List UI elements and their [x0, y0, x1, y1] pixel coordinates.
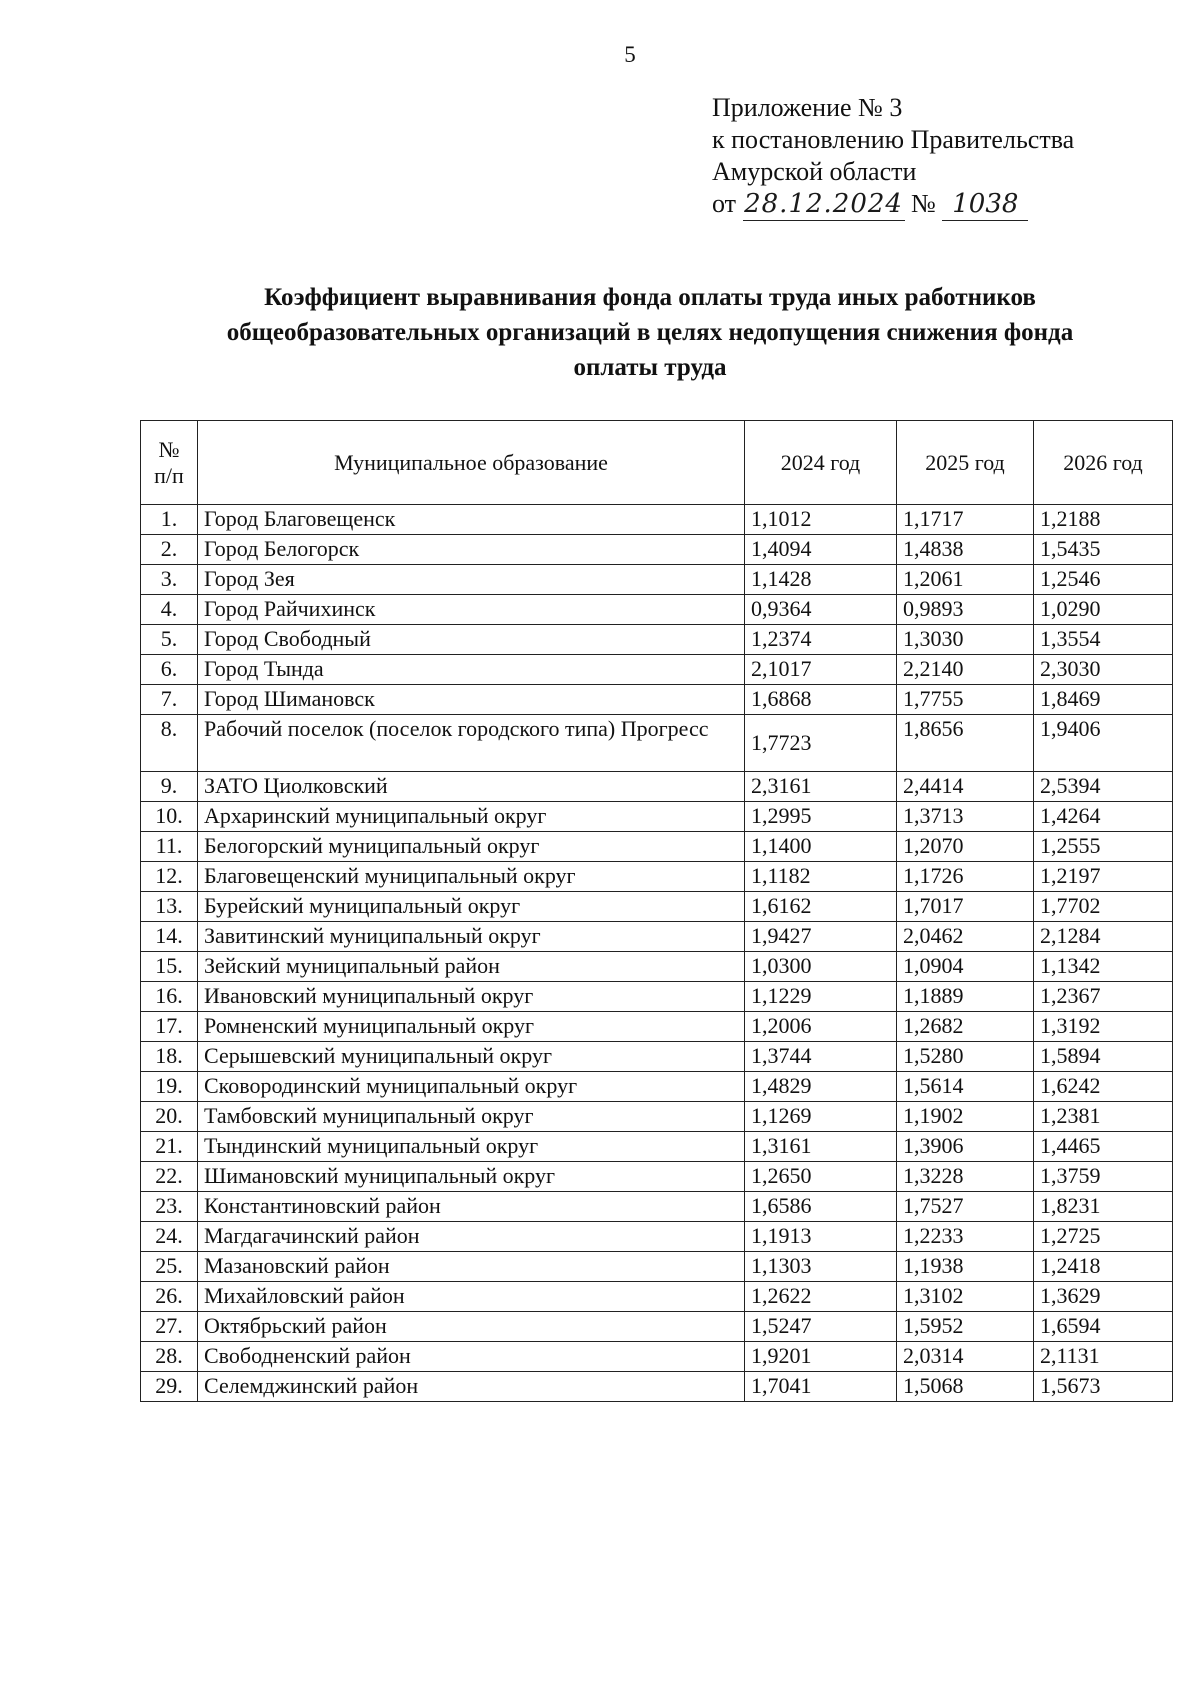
municipality-cell: Город Благовещенск	[198, 505, 745, 535]
row-number-cell: 1.	[141, 505, 198, 535]
value-2026-cell: 1,2418	[1034, 1252, 1173, 1282]
title-line-1: Коэффициент выравнивания фонда оплаты труда иных работников	[264, 284, 1036, 311]
header-2024: 2024 год	[745, 421, 897, 505]
row-number-cell: 20.	[141, 1102, 198, 1132]
value-2025-cell: 1,1717	[897, 505, 1034, 535]
value-2025-cell: 1,8656	[897, 715, 1034, 772]
table-row	[141, 685, 1173, 715]
header-num	[141, 421, 198, 505]
value-2024-cell: 1,6586	[745, 1192, 897, 1222]
row-number-cell: 16.	[141, 982, 198, 1012]
from-label: от	[712, 189, 737, 218]
document-title	[130, 280, 1170, 385]
value-2026-cell: 1,4465	[1034, 1132, 1173, 1162]
value-2026-cell: 1,3192	[1034, 1012, 1173, 1042]
table-row	[141, 1162, 1173, 1192]
table-row	[141, 952, 1173, 982]
value-2024-cell: 1,1400	[745, 832, 897, 862]
value-2026-cell: 1,3629	[1034, 1282, 1173, 1312]
value-2026-cell: 1,2367	[1034, 982, 1173, 1012]
table-row	[141, 772, 1173, 802]
handwritten-date: 28.12.2024	[744, 189, 903, 219]
table-row	[141, 1222, 1173, 1252]
value-2024-cell: 1,4829	[745, 1072, 897, 1102]
value-2024-cell: 1,2622	[745, 1282, 897, 1312]
row-number-cell: 10.	[141, 802, 198, 832]
row-number-cell: 24.	[141, 1222, 198, 1252]
value-2025-cell: 1,5068	[897, 1372, 1034, 1402]
value-2024-cell: 1,1303	[745, 1252, 897, 1282]
value-2026-cell: 2,1284	[1034, 922, 1173, 952]
value-2026-cell: 1,5435	[1034, 535, 1173, 565]
value-2025-cell: 1,7017	[897, 892, 1034, 922]
table-row	[141, 1342, 1173, 1372]
municipality-cell: Серышевский муниципальный округ	[198, 1042, 745, 1072]
value-2026-cell: 2,1131	[1034, 1342, 1173, 1372]
value-2025-cell: 1,3713	[897, 802, 1034, 832]
appendix-header	[712, 92, 1074, 221]
municipality-cell: ЗАТО Циолковский	[198, 772, 745, 802]
row-number-cell: 9.	[141, 772, 198, 802]
table-row	[141, 1282, 1173, 1312]
value-2024-cell: 1,1428	[745, 565, 897, 595]
municipality-cell: Архаринский муниципальный округ	[198, 802, 745, 832]
municipality-cell: Свободненский район	[198, 1342, 745, 1372]
row-number-cell: 13.	[141, 892, 198, 922]
value-2026-cell: 2,5394	[1034, 772, 1173, 802]
value-2025-cell: 1,3030	[897, 625, 1034, 655]
row-number-cell: 8.	[141, 715, 198, 772]
row-number-cell: 21.	[141, 1132, 198, 1162]
value-2026-cell: 2,3030	[1034, 655, 1173, 685]
row-number-cell: 18.	[141, 1042, 198, 1072]
table-row	[141, 922, 1173, 952]
value-2024-cell: 1,4094	[745, 535, 897, 565]
page-number: 5	[624, 42, 636, 67]
value-2024-cell: 1,0300	[745, 952, 897, 982]
municipality-cell: Михайловский район	[198, 1282, 745, 1312]
value-2025-cell: 1,2233	[897, 1222, 1034, 1252]
value-2026-cell: 1,2725	[1034, 1222, 1173, 1252]
value-2024-cell: 2,1017	[745, 655, 897, 685]
municipality-cell: Благовещенский муниципальный округ	[198, 862, 745, 892]
row-number-cell: 17.	[141, 1012, 198, 1042]
value-2025-cell: 1,3102	[897, 1282, 1034, 1312]
value-2025-cell: 1,3228	[897, 1162, 1034, 1192]
value-2024-cell: 1,3744	[745, 1042, 897, 1072]
table-body	[141, 505, 1173, 1402]
value-2026-cell: 1,2197	[1034, 862, 1173, 892]
municipality-cell: Город Зея	[198, 565, 745, 595]
value-2025-cell: 2,0462	[897, 922, 1034, 952]
value-2025-cell: 1,5614	[897, 1072, 1034, 1102]
table-row	[141, 595, 1173, 625]
value-2025-cell: 1,1902	[897, 1102, 1034, 1132]
table-row	[141, 1132, 1173, 1162]
table-row	[141, 1252, 1173, 1282]
municipality-cell: Зейский муниципальный район	[198, 952, 745, 982]
value-2026-cell: 1,3759	[1034, 1162, 1173, 1192]
row-number-cell: 26.	[141, 1282, 198, 1312]
value-2024-cell: 1,1012	[745, 505, 897, 535]
value-2025-cell: 1,2682	[897, 1012, 1034, 1042]
header-2026: 2026 год	[1034, 421, 1173, 505]
value-2024-cell: 1,1269	[745, 1102, 897, 1132]
table-row	[141, 1312, 1173, 1342]
value-2024-cell: 1,2995	[745, 802, 897, 832]
row-number-cell: 4.	[141, 595, 198, 625]
municipality-cell: Шимановский муниципальный округ	[198, 1162, 745, 1192]
value-2026-cell: 1,8469	[1034, 685, 1173, 715]
value-2026-cell: 1,2546	[1034, 565, 1173, 595]
value-2025-cell: 2,4414	[897, 772, 1034, 802]
value-2025-cell: 2,2140	[897, 655, 1034, 685]
municipality-cell: Тамбовский муниципальный округ	[198, 1102, 745, 1132]
value-2024-cell: 1,2006	[745, 1012, 897, 1042]
table-row	[141, 565, 1173, 595]
value-2026-cell: 1,2381	[1034, 1102, 1173, 1132]
value-2024-cell: 1,5247	[745, 1312, 897, 1342]
value-2024-cell: 1,2374	[745, 625, 897, 655]
table-row	[141, 982, 1173, 1012]
value-2024-cell: 1,1229	[745, 982, 897, 1012]
value-2025-cell: 1,1938	[897, 1252, 1034, 1282]
number-label: №	[911, 189, 936, 218]
title-line-3: оплаты труда	[573, 354, 727, 381]
table-row	[141, 1012, 1173, 1042]
value-2026-cell: 1,4264	[1034, 802, 1173, 832]
value-2026-cell: 1,2188	[1034, 505, 1173, 535]
value-2026-cell: 1,7702	[1034, 892, 1173, 922]
row-number-cell: 28.	[141, 1342, 198, 1372]
value-2025-cell: 2,0314	[897, 1342, 1034, 1372]
value-2026-cell: 1,3554	[1034, 625, 1173, 655]
row-number-cell: 12.	[141, 862, 198, 892]
municipality-cell: Ивановский муниципальный округ	[198, 982, 745, 1012]
table-row	[141, 832, 1173, 862]
value-2024-cell: 1,3161	[745, 1132, 897, 1162]
table-row	[141, 505, 1173, 535]
value-2025-cell: 1,4838	[897, 535, 1034, 565]
row-number-cell: 14.	[141, 922, 198, 952]
table-row	[141, 892, 1173, 922]
appendix-line-3: Амурской области	[712, 157, 917, 186]
municipality-cell: Город Тында	[198, 655, 745, 685]
value-2024-cell: 0,9364	[745, 595, 897, 625]
row-number-cell: 6.	[141, 655, 198, 685]
row-number-cell: 2.	[141, 535, 198, 565]
row-number-cell: 5.	[141, 625, 198, 655]
value-2026-cell: 1,2555	[1034, 832, 1173, 862]
value-2025-cell: 1,2061	[897, 565, 1034, 595]
value-2024-cell: 1,9201	[745, 1342, 897, 1372]
table-row	[141, 715, 1173, 772]
municipality-cell: Белогорский муниципальный округ	[198, 832, 745, 862]
value-2025-cell: 1,7527	[897, 1192, 1034, 1222]
value-2024-cell: 1,6162	[745, 892, 897, 922]
table-row	[141, 655, 1173, 685]
value-2026-cell: 1,5894	[1034, 1042, 1173, 1072]
value-2025-cell: 1,1889	[897, 982, 1034, 1012]
value-2024-cell: 1,1913	[745, 1222, 897, 1252]
municipality-cell: Магдагачинский район	[198, 1222, 745, 1252]
table-row	[141, 1102, 1173, 1132]
value-2026-cell: 1,6242	[1034, 1072, 1173, 1102]
header-2025: 2025 год	[897, 421, 1034, 505]
municipality-cell: Тындинский муниципальный округ	[198, 1132, 745, 1162]
table-row	[141, 802, 1173, 832]
municipality-cell: Город Белогорск	[198, 535, 745, 565]
table-row	[141, 1372, 1173, 1402]
row-number-cell: 15.	[141, 952, 198, 982]
municipality-cell: Константиновский район	[198, 1192, 745, 1222]
appendix-date-line	[712, 188, 1074, 221]
value-2024-cell: 1,7723	[745, 715, 897, 772]
value-2025-cell: 1,7755	[897, 685, 1034, 715]
row-number-cell: 7.	[141, 685, 198, 715]
appendix-line-2: к постановлению Правительства	[712, 125, 1075, 154]
value-2025-cell: 1,1726	[897, 862, 1034, 892]
row-number-cell: 27.	[141, 1312, 198, 1342]
municipality-cell: Мазановский район	[198, 1252, 745, 1282]
value-2025-cell: 1,5280	[897, 1042, 1034, 1072]
value-2026-cell: 1,9406	[1034, 715, 1173, 772]
municipality-cell: Сковородинский муниципальный округ	[198, 1072, 745, 1102]
header-municipality: Муниципальное образование	[198, 421, 745, 505]
municipality-cell: Октябрьский район	[198, 1312, 745, 1342]
value-2025-cell: 0,9893	[897, 595, 1034, 625]
municipality-cell: Город Свободный	[198, 625, 745, 655]
table-row	[141, 1072, 1173, 1102]
municipality-cell: Город Райчихинск	[198, 595, 745, 625]
row-number-cell: 29.	[141, 1372, 198, 1402]
municipality-cell: Ромненский муниципальный округ	[198, 1012, 745, 1042]
municipality-cell: Селемджинский район	[198, 1372, 745, 1402]
value-2024-cell: 1,7041	[745, 1372, 897, 1402]
municipality-cell: Завитинский муниципальный округ	[198, 922, 745, 952]
value-2026-cell: 1,0290	[1034, 595, 1173, 625]
value-2024-cell: 1,6868	[745, 685, 897, 715]
row-number-cell: 3.	[141, 565, 198, 595]
value-2026-cell: 1,5673	[1034, 1372, 1173, 1402]
value-2024-cell: 2,3161	[745, 772, 897, 802]
table-header-row	[141, 421, 1173, 505]
title-line-2: общеобразовательных организаций в целях недопущения снижения фонда	[226, 319, 1074, 346]
value-2024-cell: 1,1182	[745, 862, 897, 892]
appendix-line-1: Приложение № 3	[712, 93, 903, 122]
row-number-cell: 23.	[141, 1192, 198, 1222]
value-2024-cell: 1,2650	[745, 1162, 897, 1192]
value-2026-cell: 1,6594	[1034, 1312, 1173, 1342]
municipality-cell: Рабочий поселок (поселок городского типа) Прогресс	[198, 715, 745, 772]
value-2026-cell: 1,8231	[1034, 1192, 1173, 1222]
value-2025-cell: 1,2070	[897, 832, 1034, 862]
row-number-cell: 25.	[141, 1252, 198, 1282]
table-row	[141, 535, 1173, 565]
header-num-symbol: №	[158, 436, 180, 462]
table-row	[141, 1042, 1173, 1072]
value-2024-cell: 1,9427	[745, 922, 897, 952]
value-2025-cell: 1,5952	[897, 1312, 1034, 1342]
value-2025-cell: 1,0904	[897, 952, 1034, 982]
value-2025-cell: 1,3906	[897, 1132, 1034, 1162]
coefficient-table	[140, 420, 1173, 1402]
municipality-cell: Город Шимановск	[198, 685, 745, 715]
row-number-cell: 19.	[141, 1072, 198, 1102]
value-2026-cell: 1,1342	[1034, 952, 1173, 982]
row-number-cell: 11.	[141, 832, 198, 862]
municipality-cell: Бурейский муниципальный округ	[198, 892, 745, 922]
table-row	[141, 1192, 1173, 1222]
table-row	[141, 625, 1173, 655]
table-row	[141, 862, 1173, 892]
row-number-cell: 22.	[141, 1162, 198, 1192]
header-num-abbrev: п/п	[154, 462, 184, 488]
handwritten-number: 1038	[942, 188, 1028, 221]
